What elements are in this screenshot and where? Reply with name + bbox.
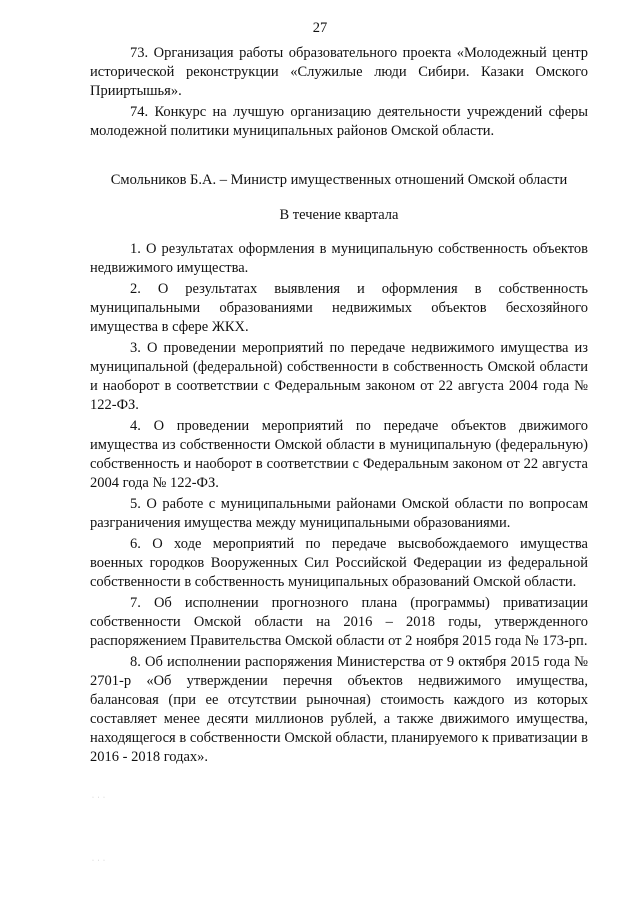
list-item: 8. Об исполнении распоряжения Министерства от 9 октября 2015 года № 2701-р «Об утверждении перечня объектов недвижимого имущества, балансовая (при ее отсутствии рыночная) стоимость каждого из которых составляет менее десяти миллионов рублей, а также движимого имущества, находящегося в собственности Омской области, планируемого к приватизации в 2016 - 2018 годах».: [90, 654, 588, 765]
list-item: 7. Об исполнении прогнозного плана (программы) приватизации собственности Омской области на 2016 – 2018 годы, утвержденного распоряжением Правительства Омской области от 2 ноября 2015 года № 173-рп.: [90, 595, 588, 649]
list-item: 6. О ходе мероприятий по передаче высвобождаемого имущества военных городков Вооруженных Сил Российской Федерации из федеральной собственности в собственность муниципальных образований Омской области.: [90, 536, 588, 590]
responsible-person: Смольников Б.А. – Министр имущественных отношений Омской области: [110, 172, 568, 188]
list-item: 73. Организация работы образовательного проекта «Молодежный центр исторической реконструкции «Служилые люди Сибири. Казаки Омского Прииртышья».: [90, 45, 588, 99]
period-heading: В течение квартала: [279, 207, 399, 223]
scan-mark: · · ·: [92, 795, 106, 801]
items-list: [90, 240, 588, 767]
page-number: 27: [312, 20, 328, 36]
list-item: 3. О проведении мероприятий по передаче недвижимого имущества из муниципальной (федеральной) собственности в собственность Омской области и наоборот в соответствии с Федеральным законом от 22 августа 2004 года № 122-ФЗ.: [90, 340, 588, 413]
scan-mark: · · ·: [92, 858, 106, 864]
list-item: 74. Конкурс на лучшую организацию деятельности учреждений сферы молодежной политики муниципальных районов Омской области.: [90, 104, 588, 139]
top-items: [90, 44, 588, 141]
list-item: 4. О проведении мероприятий по передаче объектов движимого имущества из собственности Омской области в муниципальную (федеральную) собственность и наоборот в соответствии с Федеральным законом от 22 августа 2004 года № 122-ФЗ.: [90, 418, 588, 491]
list-item: 1. О результатах оформления в муниципальную собственность объектов недвижимого имущества.: [90, 241, 588, 276]
list-item: 2. О результатах выявления и оформления в собственность муниципальными образованиями недвижимых объектов бесхозяйного имущества в сфере ЖКХ.: [90, 281, 588, 335]
list-item: 5. О работе с муниципальными районами Омской области по вопросам разграничения имущества между муниципальными образованиями.: [90, 496, 588, 531]
